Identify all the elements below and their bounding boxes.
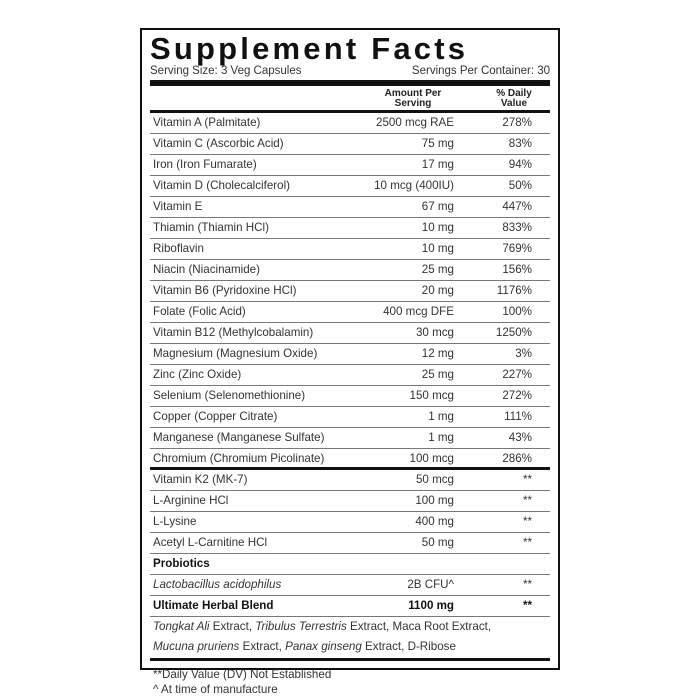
blend-ingredient-ginseng: Panax ginseng <box>285 640 362 653</box>
probiotic-dv: ** <box>522 578 532 591</box>
nutrient-amount: 75 mg <box>421 137 454 150</box>
nutrient-name: Copper (Copper Citrate) <box>153 410 278 423</box>
table-row <box>150 113 550 134</box>
blend-text: Extract, <box>239 640 286 653</box>
blend-ingredient-tribulus: Tribulus Terrestris <box>255 620 347 633</box>
nutrient-amount: 67 mg <box>421 200 454 213</box>
table-row <box>150 197 550 218</box>
nutrient-amount: 17 mg <box>421 158 454 171</box>
table-row <box>150 239 550 260</box>
nutrient-amount: 10 mcg (400IU) <box>374 179 454 192</box>
table-row <box>150 260 550 281</box>
nutrient-name: Niacin (Niacinamide) <box>153 263 260 276</box>
blend-ingredient-tongkat: Tongkat Ali <box>153 620 210 633</box>
footnote-dv: **Daily Value (DV) Not Established <box>153 668 332 681</box>
probiotic-amount: 2B CFU^ <box>407 578 454 591</box>
blend-text: Extract, <box>209 620 256 633</box>
other-ingredients-list <box>150 470 550 554</box>
nutrient-amount: 12 mg <box>421 347 454 360</box>
nutrient-daily-value: 272% <box>502 389 532 402</box>
nutrient-daily-value: 111% <box>504 410 532 423</box>
nutrient-amount: 50 mg <box>421 536 454 549</box>
nutrient-name: Manganese (Manganese Sulfate) <box>153 431 325 444</box>
nutrient-daily-value: 156% <box>502 263 532 276</box>
table-row <box>150 176 550 197</box>
nutrient-amount: 20 mg <box>421 284 454 297</box>
nutrient-name: L-Arginine HCl <box>153 494 229 507</box>
daily-value-header: % Daily Value <box>496 88 532 109</box>
nutrient-daily-value: ** <box>522 515 532 528</box>
table-row <box>150 470 550 491</box>
nutrient-name: Riboflavin <box>153 242 204 255</box>
nutrient-name: Vitamin A (Palmitate) <box>153 116 261 129</box>
nutrient-amount: 30 mcg <box>415 326 454 339</box>
blend-ingredient-mucuna: Mucuna pruriens <box>153 640 240 653</box>
nutrient-name: Chromium (Chromium Picolinate) <box>153 452 325 465</box>
nutrient-name: Folate (Folic Acid) <box>153 305 246 318</box>
serving-size: Serving Size: 3 Veg Capsules <box>150 65 302 77</box>
probiotic-row <box>150 575 550 596</box>
servings-per-container: Servings Per Container: 30 <box>411 65 550 77</box>
nutrient-name: Thiamin (Thiamin HCl) <box>153 221 269 234</box>
amount-header: Amount Per Serving <box>384 88 442 109</box>
nutrient-daily-value: ** <box>522 494 532 507</box>
blend-text: Extract, D-Ribose <box>361 640 456 653</box>
blend-dv: ** <box>522 599 532 612</box>
nutrient-amount: 25 mg <box>421 368 454 381</box>
table-row <box>150 365 550 386</box>
nutrient-daily-value: 43% <box>508 431 532 444</box>
table-row <box>150 302 550 323</box>
blend-ingredients <box>150 617 550 657</box>
nutrient-amount: 50 mcg <box>415 473 454 486</box>
serving-info <box>150 64 550 78</box>
supplement-facts-panel <box>140 28 560 696</box>
nutrient-daily-value: 833% <box>502 221 532 234</box>
nutrient-daily-value: 83% <box>508 137 532 150</box>
nutrient-amount: 1 mg <box>428 431 454 444</box>
probiotics-heading-row <box>150 554 550 575</box>
nutrient-daily-value: 286% <box>502 452 532 465</box>
nutrient-name: Vitamin E <box>153 200 203 213</box>
table-row <box>150 344 550 365</box>
footnotes <box>150 667 550 697</box>
nutrient-amount: 100 mg <box>415 494 454 507</box>
nutrient-daily-value: 447% <box>502 200 532 213</box>
table-row <box>150 386 550 407</box>
nutrient-daily-value: ** <box>522 473 532 486</box>
nutrient-daily-value: 1250% <box>495 326 532 339</box>
nutrient-daily-value: 278% <box>502 116 532 129</box>
blend-amount: 1100 mg <box>408 599 454 612</box>
nutrient-name: Acetyl L-Carnitine HCl <box>153 536 268 549</box>
nutrient-name: Iron (Iron Fumarate) <box>153 158 257 171</box>
nutrient-amount: 400 mcg DFE <box>383 305 454 318</box>
table-row <box>150 134 550 155</box>
nutrient-name: Magnesium (Magnesium Oxide) <box>153 347 318 360</box>
table-row <box>150 155 550 176</box>
nutrient-amount: 100 mcg <box>409 452 454 465</box>
blend-name: Ultimate Herbal Blend <box>153 599 274 612</box>
nutrient-daily-value: 1176% <box>496 284 532 297</box>
nutrient-daily-value: 227% <box>502 368 532 381</box>
table-row <box>150 218 550 239</box>
nutrient-daily-value: ** <box>522 536 532 549</box>
probiotic-name: Lactobacillus acidophilus <box>153 578 282 591</box>
nutrient-daily-value: 50% <box>508 179 532 192</box>
nutrient-name: Vitamin B6 (Pyridoxine HCl) <box>153 284 297 297</box>
panel-title: Supplement Facts <box>150 31 469 66</box>
nutrient-daily-value: 3% <box>515 347 532 360</box>
nutrient-amount: 2500 mcg RAE <box>376 116 454 129</box>
divider-bottom <box>150 658 550 661</box>
nutrient-name: Vitamin K2 (MK-7) <box>153 473 248 486</box>
nutrient-name: Selenium (Selenomethionine) <box>153 389 306 402</box>
nutrient-daily-value: 94% <box>508 158 532 171</box>
nutrient-name: Vitamin C (Ascorbic Acid) <box>153 137 284 150</box>
nutrient-list <box>150 113 550 470</box>
nutrient-amount: 10 mg <box>421 242 454 255</box>
table-row <box>150 281 550 302</box>
nutrient-daily-value: 100% <box>502 305 532 318</box>
nutrient-daily-value: 769% <box>502 242 532 255</box>
nutrient-amount: 1 mg <box>428 410 454 423</box>
column-header <box>150 86 550 110</box>
nutrient-amount: 25 mg <box>421 263 454 276</box>
table-row <box>150 428 550 449</box>
nutrient-amount: 150 mcg <box>409 389 454 402</box>
blend-row <box>150 596 550 617</box>
table-row <box>150 323 550 344</box>
blend-text: Extract, Maca Root Extract, <box>346 620 492 633</box>
nutrient-name: Vitamin B12 (Methylcobalamin) <box>153 326 314 339</box>
nutrient-name: Zinc (Zinc Oxide) <box>153 368 242 381</box>
probiotics-heading: Probiotics <box>153 557 210 570</box>
table-row <box>150 449 550 470</box>
table-row <box>150 512 550 533</box>
nutrient-name: Vitamin D (Cholecalciferol) <box>153 179 291 192</box>
table-row <box>150 407 550 428</box>
nutrient-amount: 400 mg <box>415 515 454 528</box>
nutrient-name: L-Lysine <box>153 515 197 528</box>
nutrient-amount: 10 mg <box>421 221 454 234</box>
table-row <box>150 533 550 554</box>
footnote-caret: ^ At time of manufacture <box>153 683 278 696</box>
table-row <box>150 491 550 512</box>
